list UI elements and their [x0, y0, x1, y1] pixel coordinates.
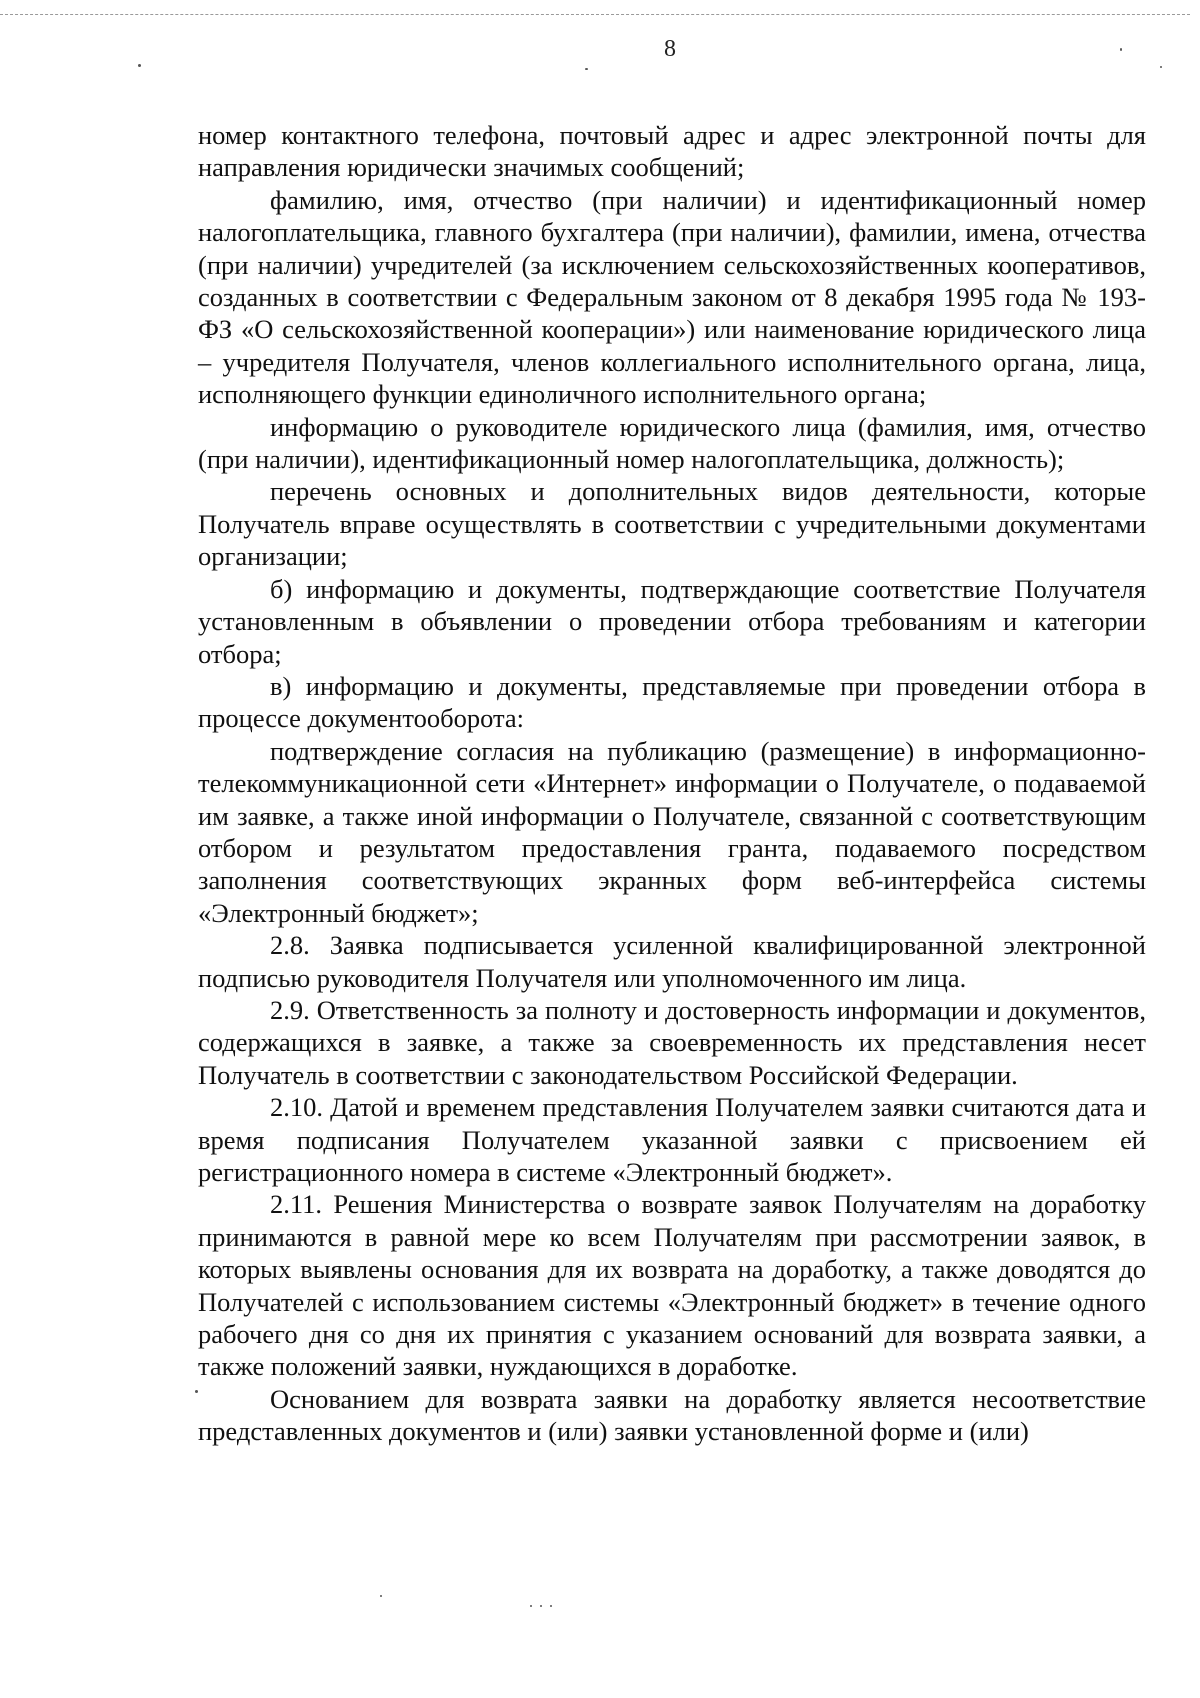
paragraph-founders: фамилию, имя, отчество (при наличии) и идентификационный номер налогоплательщика, главного бухгалтера (при наличии), фамилии, имена, отчества (при наличии) учредителей (за исключением сельскохозяйственных кооперативов, созданных в соответствии с Федеральным законом от 8 декабря 1995 года № 193-ФЗ «О сельскохозяйственной кооперации») или наименование юридического лица – учредителя Получателя, членов коллегиального исполнительного органа, лица, исполняющего функции единоличного исполнительного органа; [198, 184, 1146, 410]
document-body [198, 119, 1146, 1448]
paragraph-item-v: в) информацию и документы, представляемые при проведении отбора в процессе документооборота: [198, 670, 1146, 734]
scan-speck [138, 64, 141, 67]
scan-speck [585, 68, 588, 70]
scan-speck [380, 1595, 382, 1597]
page-number: 8 [664, 36, 676, 62]
scan-speck [530, 1605, 532, 1607]
paragraph-return-grounds: Основанием для возврата заявки на доработку является несоответствие представленных документов и (или) заявки установленной форме и (или) [198, 1383, 1146, 1447]
scan-top-rule [0, 14, 1190, 15]
paragraph-contact-phone: номер контактного телефона, почтовый адрес и адрес электронной почты для направления юридически значимых сообщений; [198, 120, 1146, 183]
clause-2-9: 2.9. Ответственность за полноту и достоверность информации и документов, содержащихся в заявке, а также за своевременность их представления несет Получатель в соответствии с законодательством Российской Федерации. [198, 994, 1146, 1090]
scan-speck [195, 1390, 198, 1393]
paragraph-item-b: б) информацию и документы, подтверждающие соответствие Получателя установленным в объявлении о проведении отбора требованиям и категории отбора; [198, 573, 1146, 669]
clause-2-8: 2.8. Заявка подписывается усиленной квалифицированной электронной подписью руководителя Получателя или уполномоченного им лица. [198, 930, 1146, 993]
paragraph-manager-info: информацию о руководителе юридического лица (фамилия, имя, отчество (при наличии), идентификационный номер налогоплательщика, должность); [198, 411, 1146, 475]
clause-2-11: 2.11. Решения Министерства о возврате заявок Получателям на доработку принимаются в равной мере ко всем Получателям при рассмотрении заявок, в которых выявлены основания для их возврата на доработку, а также доводятся до Получателей с использованием системы «Электронный бюджет» в течение одного рабочего дня со дня их принятия с указанием оснований для возврата заявки, а также положений заявки, нуждающихся в доработке. [198, 1189, 1146, 1382]
scan-speck [1120, 48, 1122, 51]
scan-speck [550, 1605, 552, 1607]
scan-speck [540, 1605, 542, 1607]
paragraph-activities: перечень основных и дополнительных видов деятельности, которые Получатель вправе осуществлять в соответствии с учредительными документами организации; [198, 476, 1146, 572]
clause-2-10: 2.10. Датой и временем представления Получателем заявки считаются дата и время подписания Получателем указанной заявки с присвоением ей регистрационного номера в системе «Электронный бюджет». [198, 1092, 1146, 1187]
scan-speck [1160, 66, 1162, 68]
paragraph-consent: подтверждение согласия на публикацию (размещение) в информационно-телекоммуникационной сети «Интернет» информации о Получателе, о подаваемой им заявке, а также иной информации о Получателе, связанной с соответствующим отбором и результатом предоставления гранта, подаваемого посредством заполнения соответствующих экранных форм веб-интерфейса системы «Электронный бюджет»; [198, 735, 1146, 928]
